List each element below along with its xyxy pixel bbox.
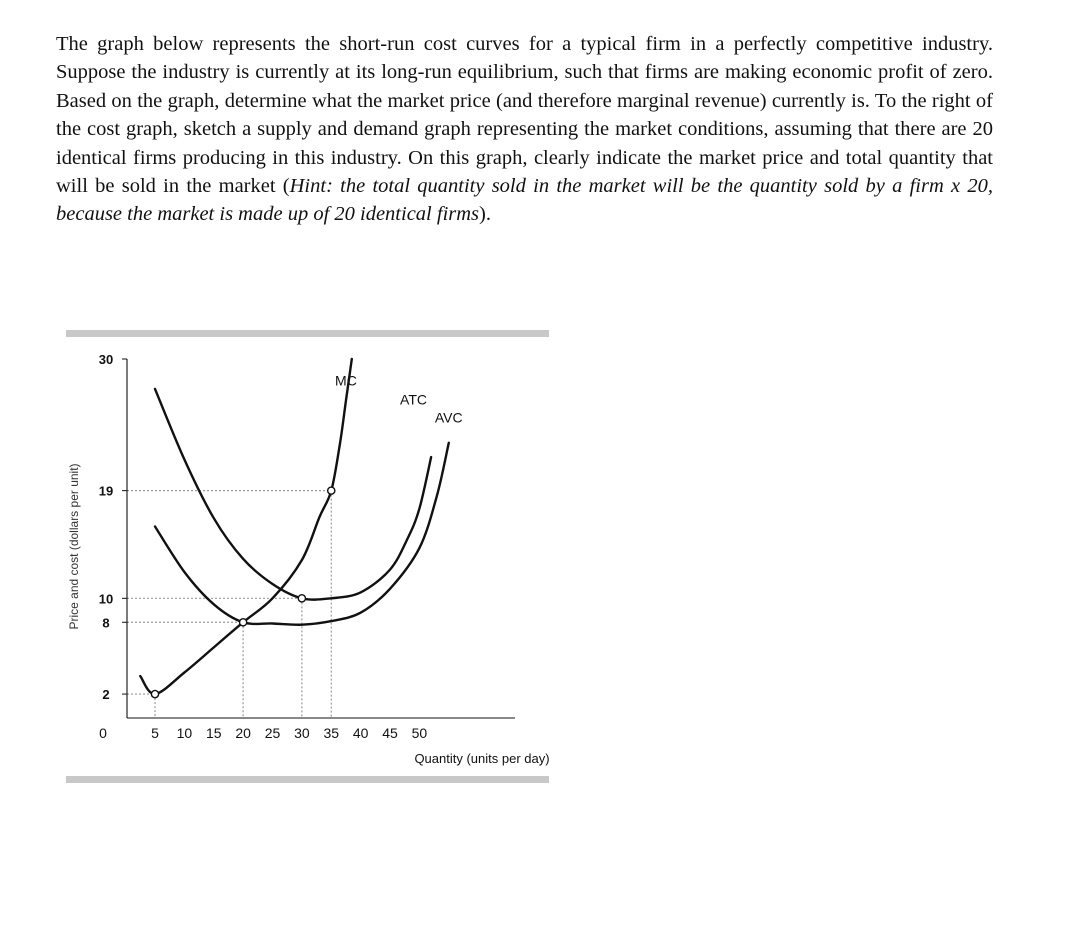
x-tick-label-45: 45 bbox=[382, 725, 398, 741]
x-tick-label-10: 10 bbox=[176, 725, 193, 741]
hint-text: the total quantity sold in the market will be the quantity sold by a firm x 20, because the market is made up of 20 identical firms bbox=[56, 175, 993, 226]
atc-curve bbox=[155, 389, 431, 600]
cost-curves-figure bbox=[60, 326, 560, 786]
x-tick-label-30: 30 bbox=[294, 725, 310, 741]
chart-labels bbox=[67, 352, 550, 766]
mc-curve bbox=[140, 359, 351, 694]
y-tick-label-10: 10 bbox=[98, 591, 114, 607]
marked-point-20-8 bbox=[240, 619, 247, 626]
x-tick-label-35: 35 bbox=[323, 725, 340, 741]
avc-label: AVC bbox=[434, 409, 463, 426]
cost-curves bbox=[140, 359, 449, 694]
y-tick-label-19: 19 bbox=[98, 483, 114, 499]
marked-points bbox=[151, 487, 334, 698]
x-tick-label-25: 25 bbox=[264, 725, 281, 741]
y-tick-label-8: 8 bbox=[102, 615, 110, 631]
guide-lines bbox=[127, 491, 331, 718]
figure-bottom-bar bbox=[66, 776, 549, 783]
y-tick-label-2: 2 bbox=[102, 687, 110, 703]
x-tick-label-0: 0 bbox=[99, 725, 107, 741]
figure-top-bar bbox=[66, 330, 549, 337]
marked-point-35-19 bbox=[328, 487, 335, 494]
marked-point-5-2 bbox=[151, 690, 158, 697]
mc-label: MC bbox=[335, 372, 357, 389]
x-tick-label-5: 5 bbox=[151, 725, 159, 741]
x-tick-label-50: 50 bbox=[411, 725, 428, 741]
cost-curves-chart bbox=[60, 326, 560, 786]
x-tick-label-15: 15 bbox=[205, 725, 222, 741]
question-intro: The graph below represents the short-run cost curves for a typical firm in a perfectly competitive industry. Suppose the industry is currently at its long-run equilibrium, such that firms are making economic profit of zero. Based on the graph, determine what the market price (and therefore marginal revenue) currently is. To the right of the cost graph, sketch a supply and demand graph representing the market conditions, assuming that there are 20 identical firms producing in this industry. On this graph, clearly indicate the market price and total quantity that will be sold in the market ( bbox=[56, 33, 993, 198]
question-text bbox=[56, 30, 993, 229]
x-tick-label-40: 40 bbox=[352, 725, 369, 741]
y-tick-label-30: 30 bbox=[98, 352, 114, 367]
y-axis-title: Price and cost (dollars per unit) bbox=[67, 463, 81, 630]
atc-label: ATC bbox=[400, 391, 427, 408]
x-tick-label-20: 20 bbox=[235, 725, 251, 741]
marked-point-30-10 bbox=[298, 595, 305, 602]
x-axis-title: Quantity (units per day) bbox=[414, 751, 550, 766]
question-closing: ). bbox=[479, 203, 491, 226]
hint-label: Hint: bbox=[289, 175, 333, 198]
